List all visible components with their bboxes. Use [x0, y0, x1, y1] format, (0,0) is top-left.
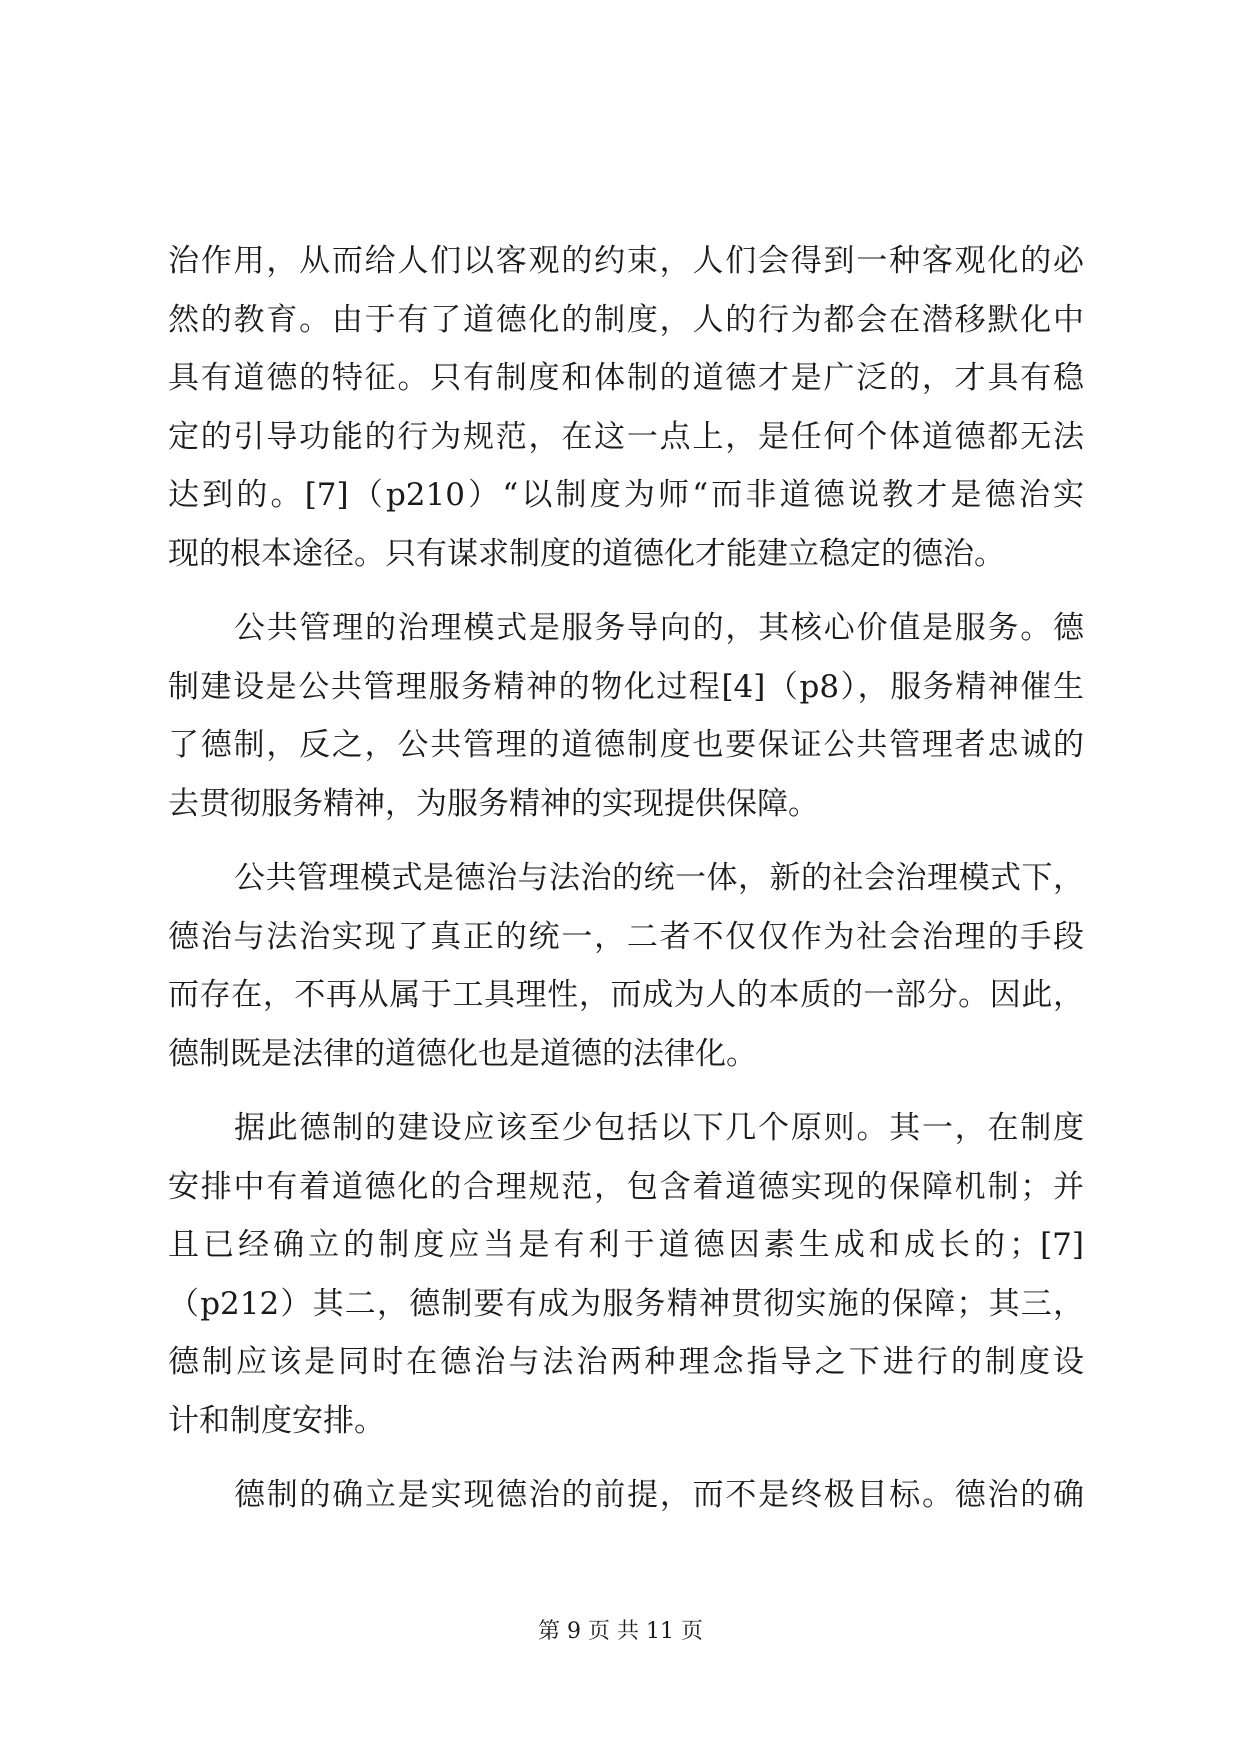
text-line: 安排中有着道德化的合理规范，包含着道德实现的保障机制；并	[168, 1168, 1084, 1205]
text-line: 然的教育。由于有了道德化的制度，人的行为都会在潜移默化中	[168, 301, 1084, 338]
text-line: 德治与法治实现了真正的统一，二者不仅仅作为社会治理的手段	[168, 918, 1084, 955]
text-line: 德制的确立是实现德治的前提，而不是终极目标。德治的确	[234, 1477, 1084, 1513]
text-line: 定的引导功能的行为规范，在这一点上，是任何个体道德都无法	[168, 418, 1084, 455]
text-line: 公共管理的治理模式是服务导向的，其核心价值是服务。德	[234, 610, 1084, 646]
page-number-footer: 第 9 页 共 11 页	[538, 1619, 703, 1644]
body-text	[168, 232, 1084, 1525]
text-line: 了德制，反之，公共管理的道德制度也要保证公共管理者忠诚的	[168, 727, 1084, 763]
text-line: 且已经确立的制度应当是有利于道德因素生成和成长的；[7]	[168, 1227, 1084, 1263]
text-line: 据此德制的建设应该至少包括以下几个原则。其一，在制度	[234, 1110, 1084, 1146]
text-line: 达到的。[7]（p210）“以制度为师“而非道德说教才是德治实	[168, 477, 1084, 513]
text-line: 公共管理模式是德治与法治的统一体，新的社会治理模式下，	[234, 860, 1084, 896]
paragraph	[168, 849, 1084, 1083]
text-line: 而存在，不再从属于工具理性，而成为人的本质的一部分。因此，	[168, 977, 1084, 1013]
paragraph	[168, 232, 1084, 583]
text-line: 德制既是法律的道德化也是道德的法律化。	[168, 1035, 757, 1072]
text-line: （p212）其二，德制要有成为服务精神贯彻实施的保障；其三，	[168, 1285, 1084, 1322]
paragraph	[168, 1466, 1084, 1525]
text-line: 治作用，从而给人们以客观的约束，人们会得到一种客观化的必	[168, 243, 1084, 279]
text-line: 制建设是公共管理服务精神的物化过程[4]（p8），服务精神催生	[168, 668, 1084, 705]
paragraph	[168, 599, 1084, 833]
text-line: 具有道德的特征。只有制度和体制的道德才是广泛的，才具有稳	[168, 360, 1084, 396]
text-line: 现的根本途径。只有谋求制度的道德化才能建立稳定的德治。	[168, 535, 1005, 572]
paragraph	[168, 1099, 1084, 1450]
text-line: 计和制度安排。	[168, 1402, 385, 1439]
text-line: 去贯彻服务精神，为服务精神的实现提供保障。	[168, 785, 819, 822]
text-line: 德制应该是同时在德治与法治两种理念指导之下进行的制度设	[168, 1344, 1084, 1380]
